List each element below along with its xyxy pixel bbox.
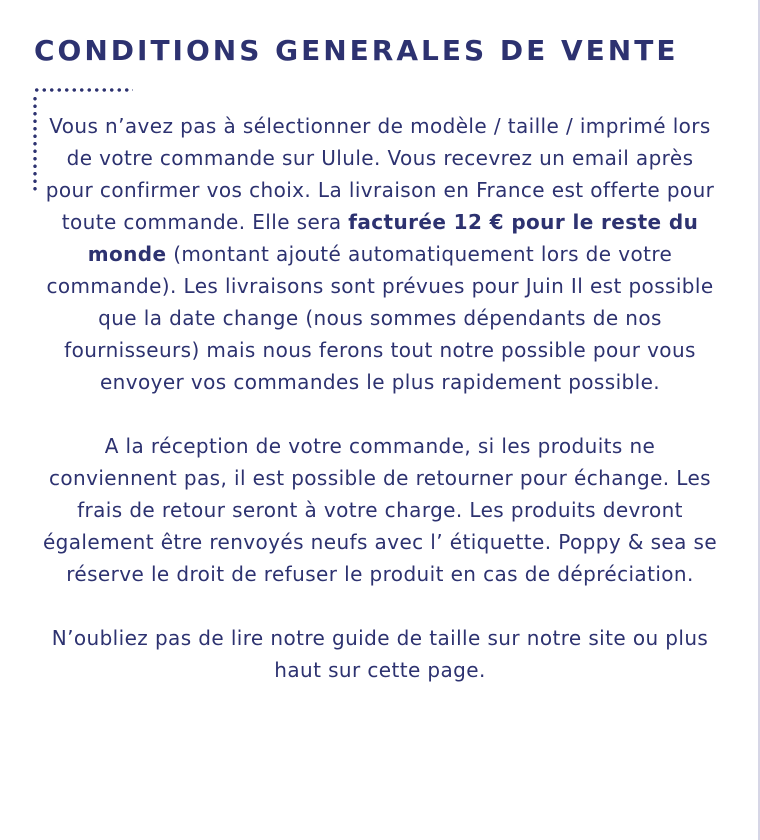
delivery-text-end: (montant ajouté automatiquement lors de votre commande). Les livraisons sont prévues pour Juin Il est possible que la date change (nous sommes dépendants de nos fournisseurs) mais nous ferons tout notre possible pour vous envoyer vos commandes le plus rapidement possible. — [46, 242, 714, 394]
dotted-corner-vertical — [33, 95, 37, 193]
paragraph-spacer — [40, 398, 720, 430]
dotted-corner-horizontal — [33, 88, 133, 92]
delivery-text-start: Vous n’avez pas à sélectionner de modèle / taille / imprimé lors de votre commande sur Ulule. Vous recevrez un email après pour confirmer vos choix. La livraison en France est offerte pour toute commande. Elle sera — [45, 114, 715, 234]
paragraph-returns: A la réception de votre commande, si les produits ne conviennent pas, il est possible de retourner pour échange. Les frais de retour seront à votre charge. Les produits devront également être renvoyés neufs avec l’ étiquette. Poppy & sea se réserve le droit de refuser le produit en cas de dépréciation. — [42, 434, 718, 586]
paragraph-spacer — [40, 590, 720, 622]
conditions-text — [40, 110, 720, 686]
paragraph-size-guide: N’oubliez pas de lire notre guide de taille sur notre site ou plus haut sur cette page. — [51, 626, 709, 682]
delivery-price-highlight: facturée 12 € pour le reste du monde — [87, 210, 699, 266]
paragraph-delivery — [40, 110, 720, 398]
page-title: CONDITIONS GENERALES DE VENTE — [34, 34, 679, 67]
